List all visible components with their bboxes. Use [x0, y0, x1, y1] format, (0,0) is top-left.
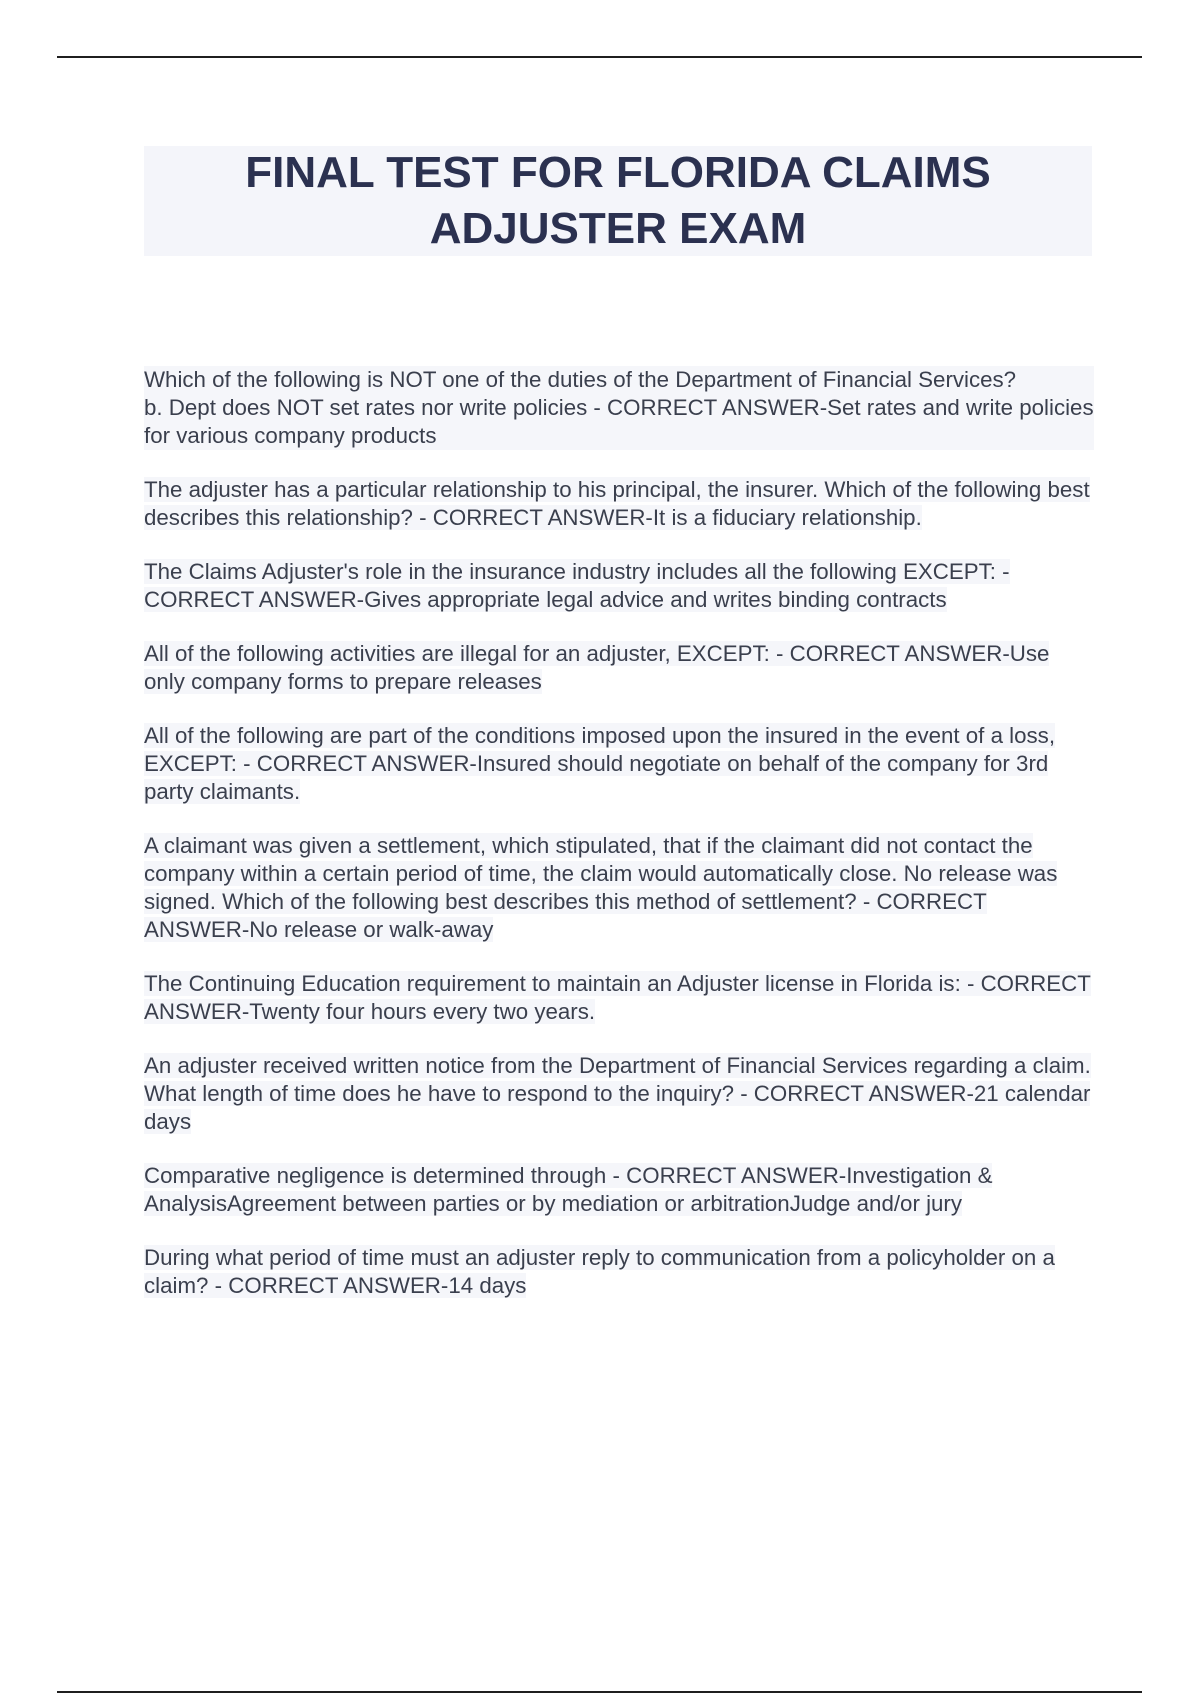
qa-item	[144, 1244, 1094, 1300]
qa-text: During what period of time must an adjuster reply to communication from a policyholder on a claim? - CORRECT ANSWER-14 days	[144, 1245, 1055, 1298]
bottom-rule	[57, 1691, 1142, 1693]
qa-item	[144, 722, 1094, 806]
qa-answer-text: b. Dept does NOT set rates nor write policies - CORRECT ANSWER-Set rates and write policies for various company products	[144, 395, 1094, 448]
qa-item	[144, 366, 1094, 450]
qa-text: All of the following activities are illegal for an adjuster, EXCEPT: - CORRECT ANSWER-Use only company forms to prepare releases	[144, 641, 1050, 694]
qa-text: The adjuster has a particular relationship to his principal, the insurer. Which of the following best describes this relationship? - CORRECT ANSWER-It is a fiduciary relationship.	[144, 477, 1090, 530]
qa-list	[144, 366, 1094, 1326]
qa-item	[144, 832, 1094, 944]
qa-text: The Continuing Education requirement to maintain an Adjuster license in Florida is: - CORRECT ANSWER-Twenty four hours every two years.	[144, 971, 1091, 1024]
qa-item	[144, 558, 1094, 614]
qa-text: All of the following are part of the conditions imposed upon the insured in the event of a loss, EXCEPT: - CORRECT ANSWER-Insured should negotiate on behalf of the company for 3rd party claimants.	[144, 723, 1056, 804]
qa-text: The Claims Adjuster's role in the insurance industry includes all the following EXCEPT: - CORRECT ANSWER-Gives appropriate legal advice and writes binding contracts	[144, 559, 1010, 612]
qa-text: A claimant was given a settlement, which stipulated, that if the claimant did not contact the company within a certain period of time, the claim would automatically close. No release was signed. Which of the following best describes this method of settlement? - CORRECT ANSWER-No release or walk-away	[144, 833, 1058, 942]
document-title: FINAL TEST FOR FLORIDA CLAIMS ADJUSTER EXAM	[245, 148, 991, 253]
qa-item	[144, 1052, 1094, 1136]
qa-question-text: Which of the following is NOT one of the duties of the Department of Financial Services?	[144, 366, 1094, 394]
qa-item	[144, 640, 1094, 696]
qa-text: An adjuster received written notice from the Department of Financial Services regarding a claim. What length of time does he have to respond to the inquiry? - CORRECT ANSWER-21 calendar days	[144, 1053, 1091, 1134]
qa-item	[144, 476, 1094, 532]
qa-item	[144, 970, 1094, 1026]
qa-item	[144, 1162, 1094, 1218]
qa-text: Comparative negligence is determined through - CORRECT ANSWER-Investigation & AnalysisAgreement between parties or by mediation or arbitrationJudge and/or jury	[144, 1163, 993, 1216]
top-rule	[57, 56, 1142, 58]
title-banner	[144, 146, 1092, 256]
